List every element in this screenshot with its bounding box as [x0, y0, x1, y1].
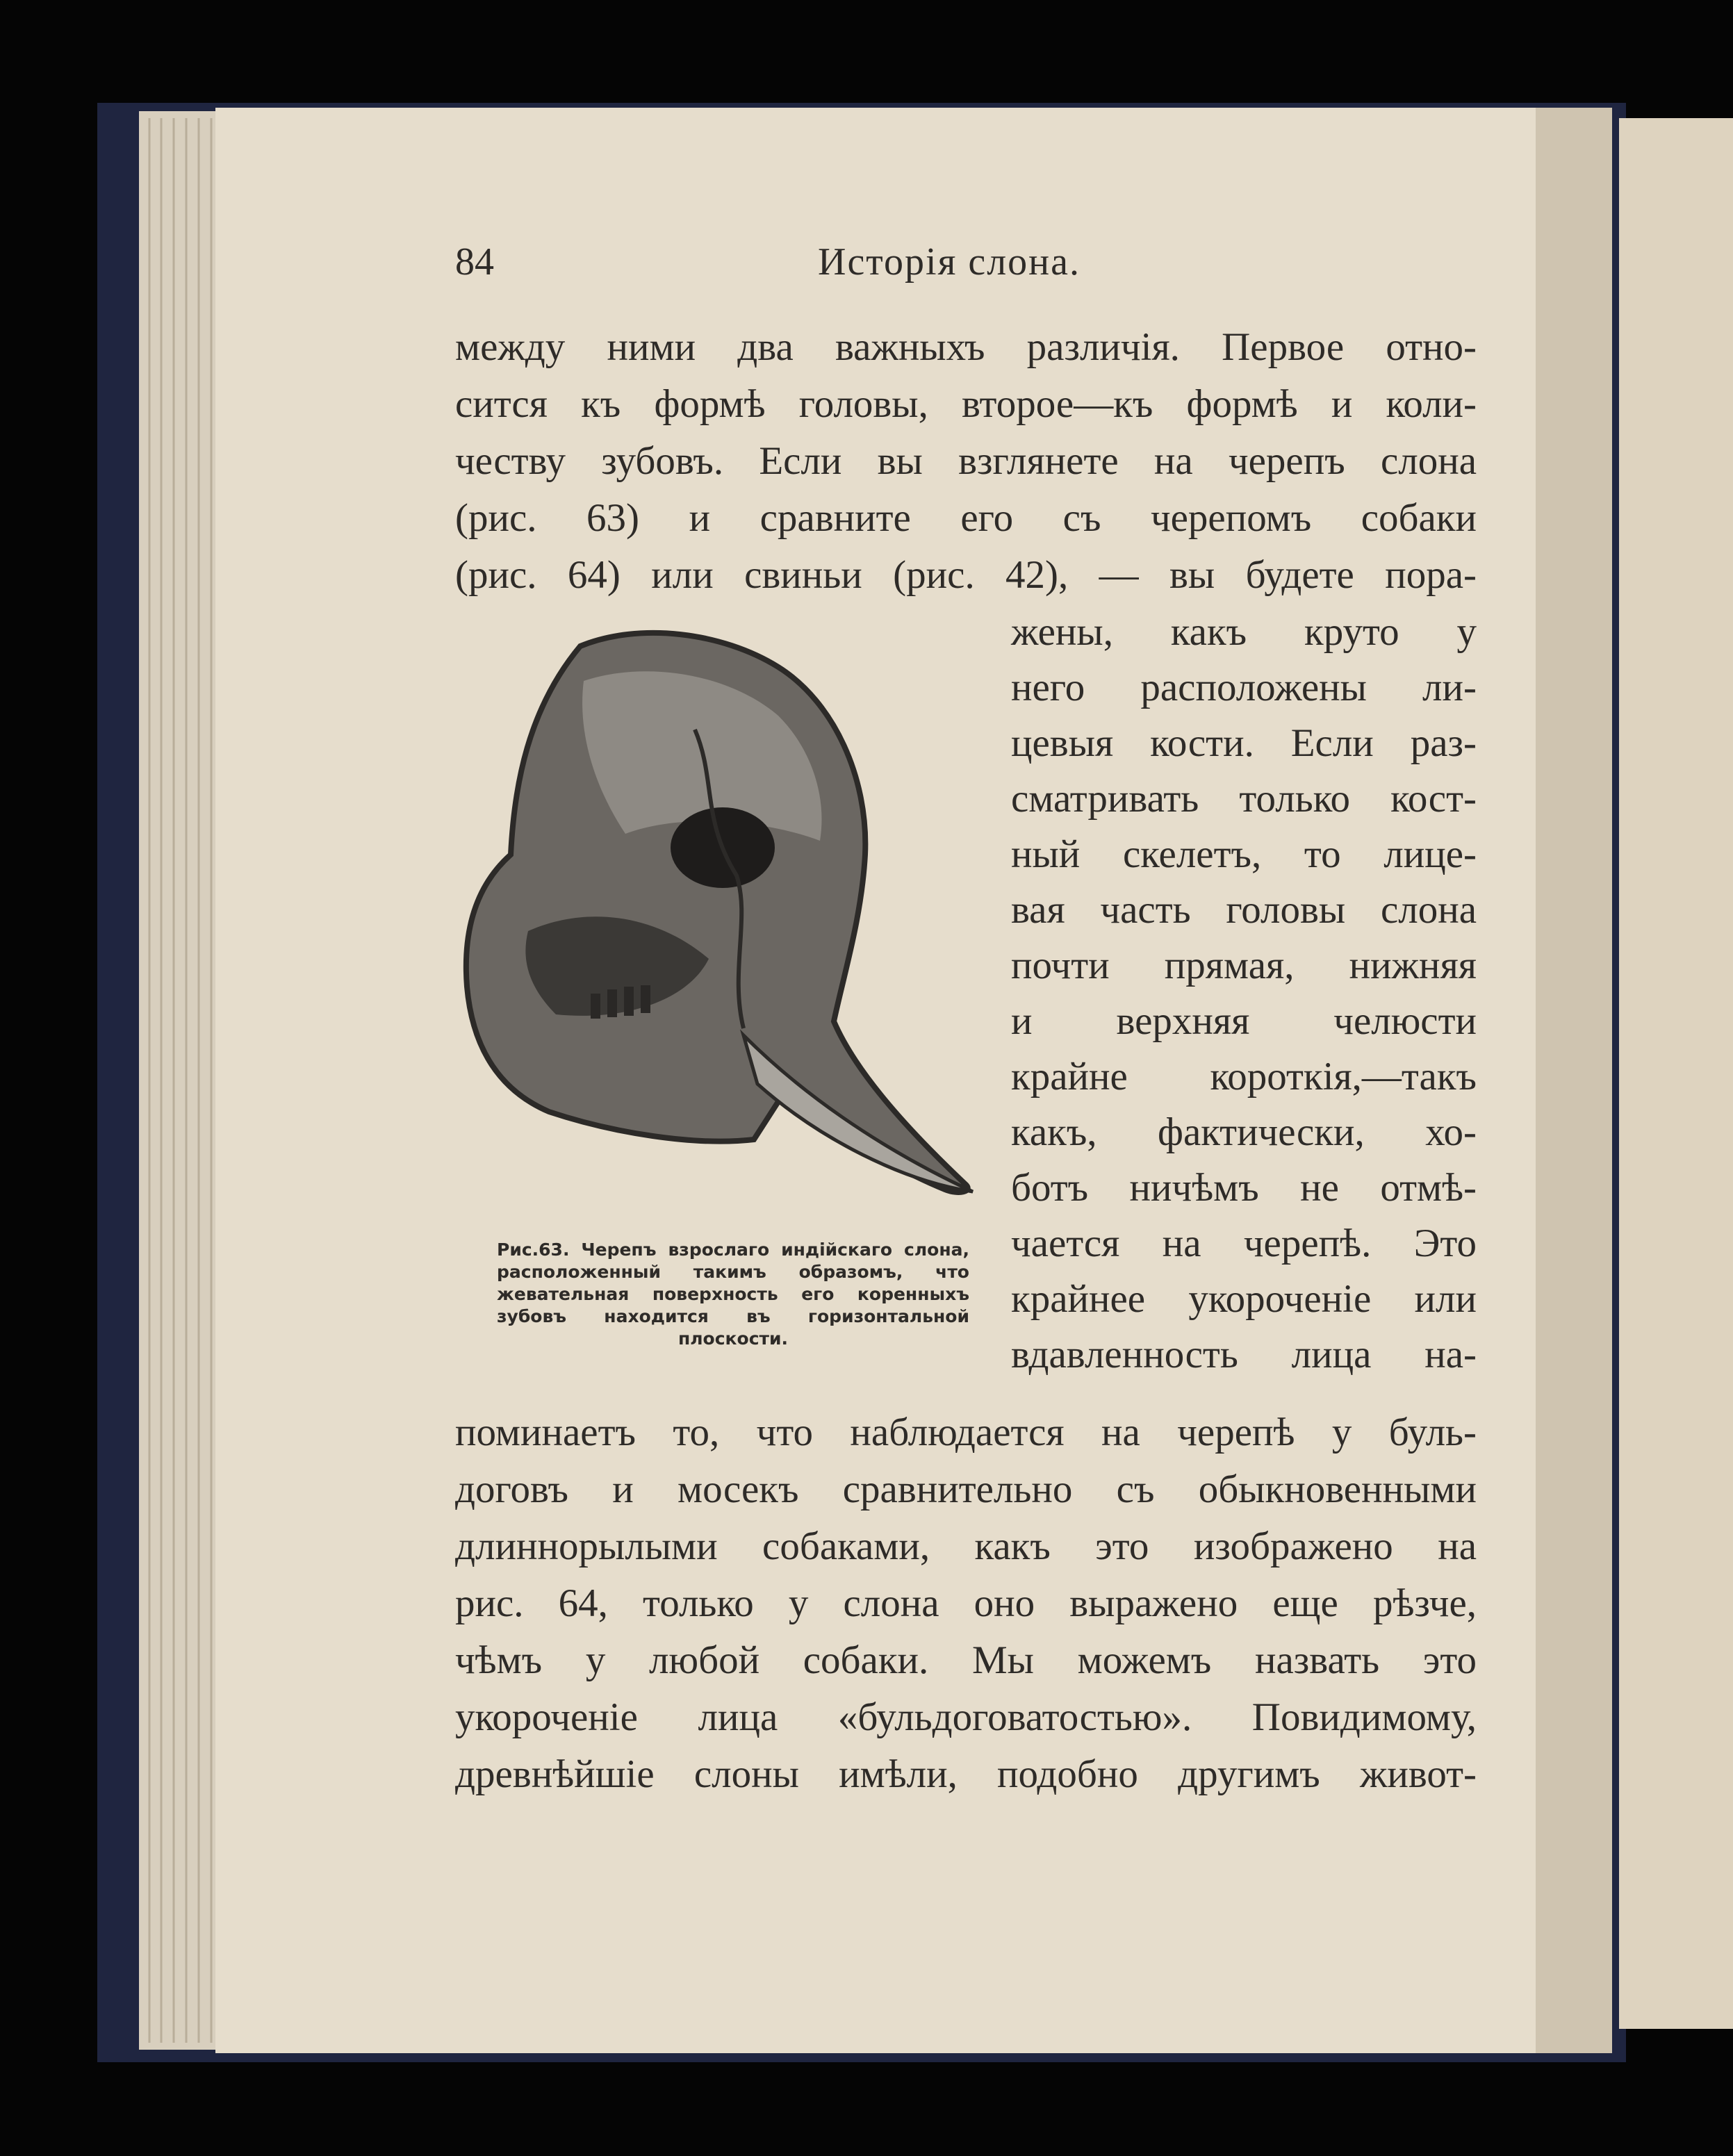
text-line: поминаетъ то, что наблюдается на черепѣ у буль-	[455, 1410, 1477, 1454]
running-title: Исторія слона.	[818, 240, 1081, 283]
text-line: чается на черепѣ. Это	[1011, 1221, 1477, 1265]
text-line: вдавленность лица на-	[1011, 1333, 1477, 1376]
text-line: чѣмъ у любой собаки. Мы можемъ назвать это	[455, 1638, 1477, 1682]
text-line: (рис. 64) или свиньи (рис. 42), — вы будете пора-	[455, 553, 1477, 597]
text-line: вая часть головы слона	[1011, 888, 1477, 932]
text-line: крайнее укороченіе или	[1011, 1277, 1477, 1321]
text-line: длиннорылыми собаками, какъ это изображено на	[455, 1524, 1477, 1568]
gutter-shadow	[1536, 108, 1612, 2053]
text-line: и верхняя челюсти	[1011, 999, 1477, 1043]
text-line: между ними два важныхъ различія. Первое отно-	[455, 325, 1477, 369]
text-line: ботъ ничѣмъ не отмѣ-	[1011, 1166, 1477, 1210]
text-line: (рис. 63) и сравните его съ черепомъ собаки	[455, 496, 1477, 540]
text-line: укороченіе лица «бульдоговатостью». Повидимому,	[455, 1695, 1477, 1739]
figure-caption: Рис.63. Черепъ взрослаго индійскаго слона, расположенный такимъ образомъ, что жевательная поверхность его коренныхъ зубовъ находится въ горизонтальной плоскости.	[497, 1240, 969, 1349]
text-line: какъ, фактически, хо-	[1011, 1110, 1477, 1154]
page-edges	[139, 111, 226, 2050]
text-line: цевыя кости. Если раз-	[1011, 721, 1477, 765]
text-line: почти прямая, нижняя	[1011, 944, 1477, 987]
text-line: ный скелетъ, то лице-	[1011, 832, 1477, 876]
text-line: древнѣйшіе слоны имѣли, подобно другимъ живот-	[455, 1752, 1477, 1796]
text-line: крайне короткія,—такъ	[1011, 1055, 1477, 1098]
text-line: рис. 64, только у слона оно выражено еще рѣзче,	[455, 1581, 1477, 1625]
facing-page	[1619, 118, 1733, 2029]
text-line: сматривать только кост-	[1011, 777, 1477, 821]
text-line: жены, какъ круто у	[1011, 610, 1477, 654]
text-line: сится къ формѣ головы, второе—къ формѣ и коли-	[455, 382, 1477, 426]
text-line: договъ и мосекъ сравнительно съ обыкновенными	[455, 1467, 1477, 1511]
text-line: честву зубовъ. Если вы взглянете на черепъ слона	[455, 439, 1477, 483]
text-line: него расположены ли-	[1011, 666, 1477, 709]
page-number: 84	[455, 240, 494, 283]
